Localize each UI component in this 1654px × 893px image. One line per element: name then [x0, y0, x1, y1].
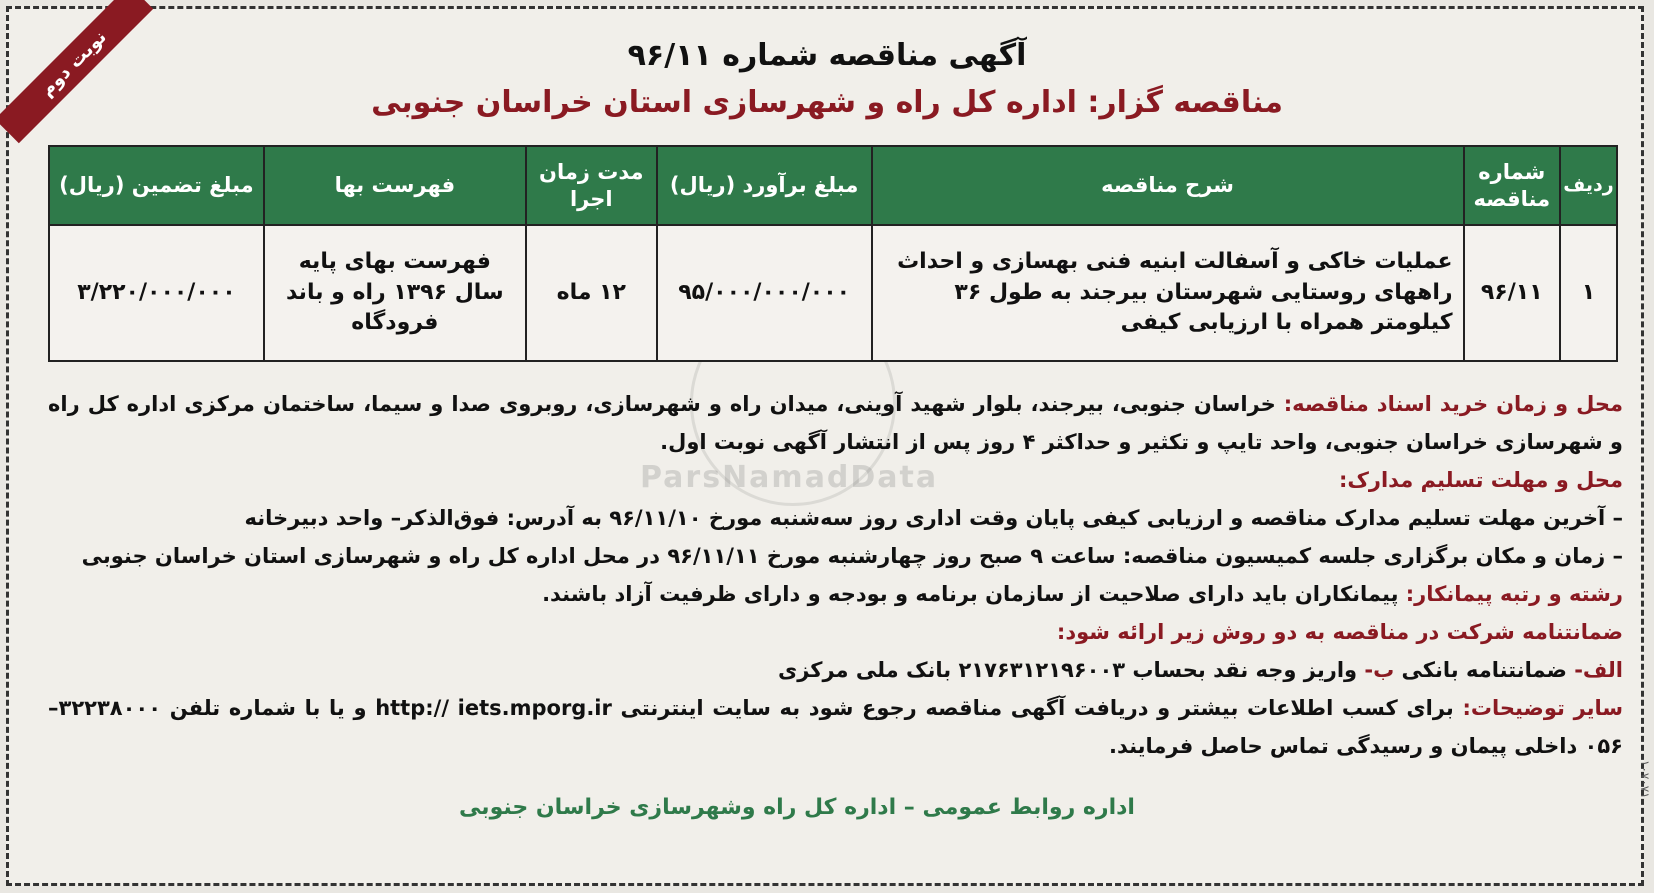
cell-estimate: ۹۵/۰۰۰/۰۰۰/۰۰۰ [657, 225, 872, 361]
cell-number: ۹۶/۱۱ [1464, 225, 1560, 361]
watermark-text: ParsNamadData [640, 460, 939, 495]
other-text-2: و یا با شماره تلفن ۳۲۲۳۸۰۰۰–۰۵۶ داخلی پیمان و رسیدگی تماس حاصل فرمایند. [48, 696, 1623, 758]
cell-pricelist: فهرست بهای پایه سال ۱۳۹۶ راه و باند فرودگاه [264, 225, 526, 361]
cell-row-no: ۱ [1560, 225, 1617, 361]
ad-title: آگهی مناقصه شماره ۹۶/۱۱ [627, 38, 1027, 73]
purchase-text: خراسان جنوبی، بیرجند، بلوار شهید آوینی، میدان راه و شهرسازی، روبروی صدا و سیما، ساختمان مرکزی اداره کل راه و شهرسازی خراسان جنوبی، واحد تایپ و تکثیر و حداکثر ۴ روز پس از انتشار آگهی نوبت اول. [48, 392, 1623, 454]
purchase-label: محل و زمان خرید اسناد مناقصه: [1283, 392, 1623, 416]
bond-heading [48, 613, 1623, 651]
other-paragraph [48, 689, 1623, 765]
bond-label: ضمانتنامه شرکت در مناقصه به دو روش زیر ارائه شود: [1056, 620, 1623, 644]
other-label: سایر توضیحات: [1462, 696, 1624, 720]
header-duration: مدت زمان اجرا [526, 146, 657, 225]
grade-paragraph [48, 575, 1623, 613]
signature: اداره روابط عمومی – اداره کل راه وشهرسازی خراسان جنوبی [459, 795, 1135, 820]
cell-guarantee: ۳/۲۲۰/۰۰۰/۰۰۰ [49, 225, 264, 361]
delivery-label: محل و مهلت تسلیم مدارک: [1338, 468, 1623, 492]
bond-a-text: ضمانتنامه بانکی [1401, 658, 1567, 682]
delivery-item-1: – آخرین مهلت تسلیم مدارک مناقصه و ارزیابی کیفی پایان وقت اداری روز سه‌شنبه مورخ ۹۶/۱۱/۱۰ به آدرس: فوق‌الذکر– واحد دبیرخانه [244, 506, 1623, 530]
header-number: شماره مناقصه [1464, 146, 1560, 225]
bond-a-label: الف- [1574, 658, 1623, 682]
bond-options [48, 651, 1623, 689]
purchase-paragraph [48, 385, 1623, 461]
side-code: ۱۰۷۰۷۱ [1638, 760, 1652, 799]
grade-text: پیمانکاران باید دارای صلاحیت از سازمان برنامه و بودجه و دارای ظرفیت آزاد باشند. [542, 582, 1399, 606]
bond-b-label: ب- [1364, 658, 1395, 682]
header-desc: شرح مناقصه [872, 146, 1464, 225]
delivery-heading [48, 461, 1623, 499]
table-row [49, 225, 1617, 361]
ad-body [48, 385, 1623, 765]
table-header-row [49, 146, 1617, 225]
website-link[interactable]: http:// iets.mporg.ir [375, 696, 612, 720]
header-pricelist: فهرست بها [264, 146, 526, 225]
header-estimate: مبلغ برآورد (ریال) [657, 146, 872, 225]
cell-duration: ۱۲ ماه [526, 225, 657, 361]
header-guarantee: مبلغ تضمین (ریال) [49, 146, 264, 225]
cell-desc: عملیات خاکی و آسفالت ابنیه فنی بهسازی و احداث راههای روستایی شهرستان بیرجند به طول ۳۶ کیلومتر همراه با ارزیابی کیفی [872, 225, 1464, 361]
other-text-1: برای کسب اطلاعات بیشتر و دریافت آگهی مناقصه رجوع شود به سایت اینترنتی [620, 696, 1454, 720]
grade-label: رشته و رتبه پیمانکار: [1405, 582, 1623, 606]
round-badge: نوبت دوم [0, 0, 153, 143]
header-row-no: ردیف [1560, 146, 1617, 225]
ad-subtitle: مناقصه گزار: اداره کل راه و شهرسازی استان خراسان جنوبی [371, 85, 1283, 120]
delivery-item-2: – زمان و مکان برگزاری جلسه کمیسیون مناقصه: ساعت ۹ صبح روز چهارشنبه مورخ ۹۶/۱۱/۱۱ در محل اداره کل راه و شهرسازی استان خراسان جنوبی [81, 544, 1623, 568]
tender-table [48, 145, 1618, 362]
bond-b-text: واریز وجه نقد بحساب ۲۱۷۶۳۱۲۱۹۶۰۰۳ بانک ملی مرکزی [777, 658, 1358, 682]
